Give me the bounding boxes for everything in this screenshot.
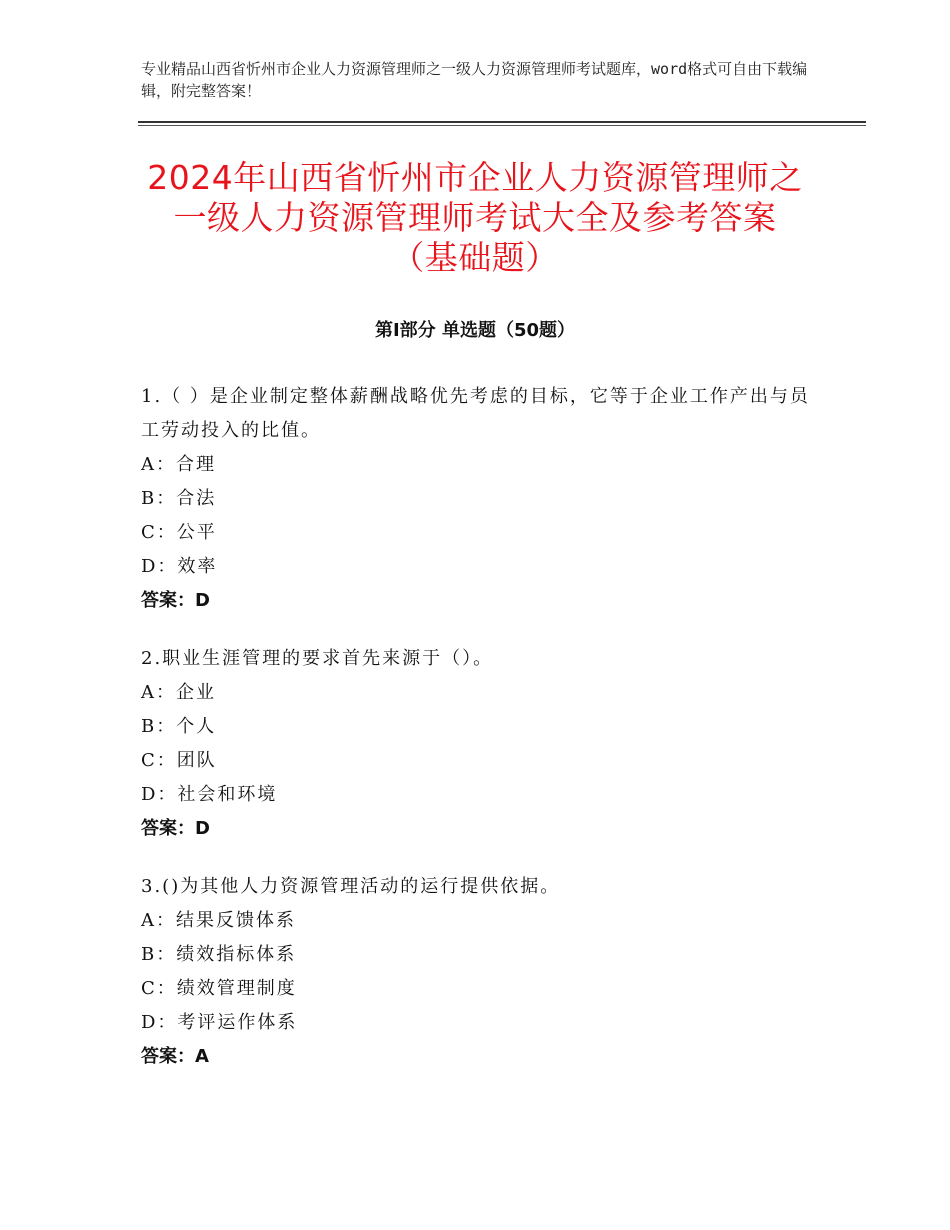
document-title [100,158,850,278]
option-d: D：社会和环境 [141,784,278,805]
header-note: 专业精品山西省忻州市企业人力资源管理师之一级人力资源管理师考试题库，word格式可自由下载编辑，附完整答案！ [141,60,808,100]
question-stem: 1.（ ）是企业制定整体薪酬战略优先考虑的目标，它等于企业工作产出与员工劳动投入的比值。 [141,386,810,441]
answer: 答案：D [141,818,210,839]
title-line-3: （基础题） [391,238,559,277]
question-2 [141,642,811,846]
option-c: C：绩效管理制度 [141,978,297,999]
option-b: B：个人 [141,716,217,737]
option-a: A：合理 [141,454,216,475]
question-stem: 3.()为其他人力资源管理活动的运行提供依据。 [141,876,561,897]
answer: 答案：D [141,590,210,611]
question-1 [141,380,811,618]
title-line-1: 2024年山西省忻州市企业人力资源管理师之 [147,158,803,197]
section-title: 第Ⅰ部分 单选题（50题） [374,320,575,341]
option-a: A：企业 [141,682,216,703]
header-rule-thin [138,125,866,126]
option-d: D：考评运作体系 [141,1012,298,1033]
option-a: A：结果反馈体系 [141,910,296,931]
answer: 答案：A [141,1046,209,1067]
option-d: D：效率 [141,556,218,577]
option-c: C：公平 [141,522,217,543]
header-rule-thick [138,121,866,123]
option-b: B：绩效指标体系 [141,944,297,965]
question-3 [141,870,811,1074]
question-stem: 2.职业生涯管理的要求首先来源于（）。 [141,648,494,669]
option-c: C：团队 [141,750,217,771]
option-b: B：合法 [141,488,217,509]
question-list [141,380,811,1098]
title-line-2: 一级人力资源管理师考试大全及参考答案 [173,198,777,237]
